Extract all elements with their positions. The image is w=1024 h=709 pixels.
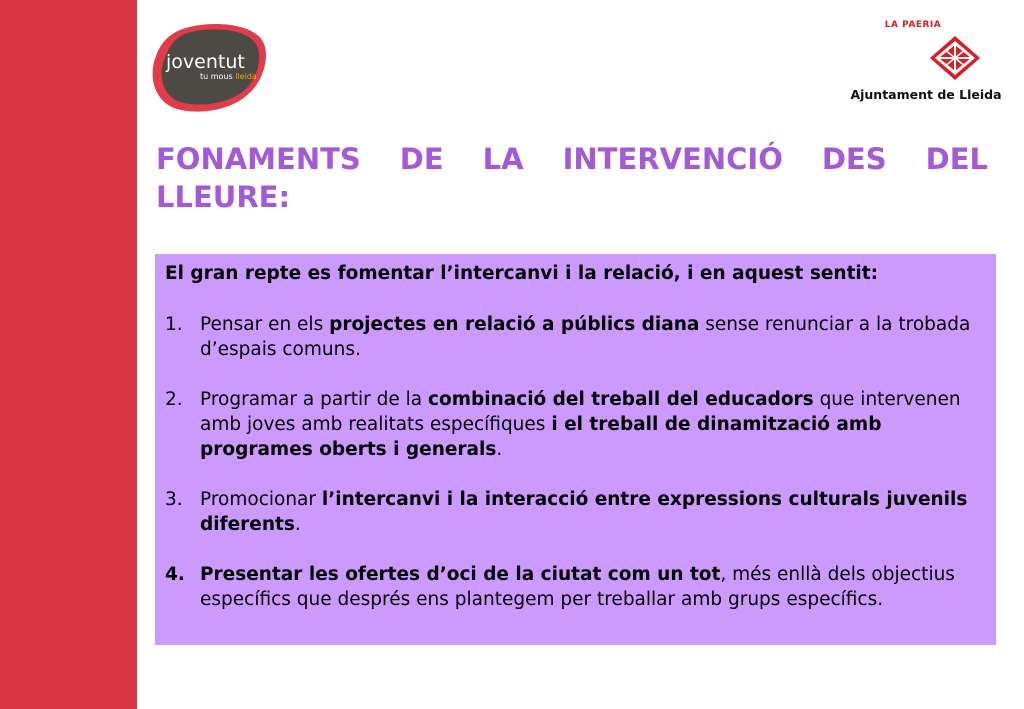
list-item-3 <box>165 487 986 537</box>
slide-title <box>156 140 988 216</box>
ajuntament-lleida-label: Ajuntament de Lleida <box>850 87 1002 102</box>
joventut-logo-name: joventut <box>166 51 245 73</box>
points-list <box>165 312 986 612</box>
lleida-crest-icon <box>896 34 1014 86</box>
list-item-1 <box>165 312 986 362</box>
ajuntament-lleida-logo <box>838 20 1014 102</box>
list-item-2 <box>165 387 986 462</box>
slide-title-line-2: LLEURE: <box>156 180 291 214</box>
item-bold-text: projectes en relació a públics diana <box>329 314 700 335</box>
item-bold-text: i el treball de dinamització amb programes oberts i generals <box>200 414 882 460</box>
item-text: , més enllà dels objectius específics que després ens plantegem per treballar amb grups específics. <box>200 564 955 610</box>
item-text: Pensar en els <box>200 314 330 335</box>
item-text: sense renunciar a la trobada d’espais comuns. <box>200 314 971 360</box>
item-number: 2. <box>165 389 183 410</box>
intro-text: El gran repte es fomentar l’intercanvi i la relació, i en aquest sentit: <box>165 263 878 284</box>
item-number: 3. <box>165 489 183 510</box>
item-number: 4. <box>165 564 185 585</box>
content-box <box>155 254 996 645</box>
item-text: Promocionar <box>200 489 322 510</box>
joventut-logo <box>150 22 268 116</box>
item-bold-text: l’intercanvi i la interacció entre expressions culturals juvenils diferents <box>200 489 968 535</box>
list-item-4 <box>165 562 986 612</box>
item-bold-text: combinació del treball del educadors <box>428 389 814 410</box>
left-decorative-bar <box>0 0 137 709</box>
item-text: que intervenen amb joves amb realitats específiques <box>200 389 961 435</box>
joventut-logo-tagline: tu mous lleida <box>200 72 257 81</box>
la-paeria-label: LA PAERIA <box>884 20 942 30</box>
item-number: 1. <box>165 314 183 335</box>
slide-title-line-1: FONAMENTS DE LA INTERVENCIÓ DES DEL <box>156 142 988 176</box>
item-bold-text: Presentar les ofertes d’oci de la ciutat com un tot <box>200 564 721 585</box>
item-text: . <box>496 439 503 460</box>
item-text: Programar a partir de la <box>200 389 429 410</box>
item-text: . <box>294 514 301 535</box>
